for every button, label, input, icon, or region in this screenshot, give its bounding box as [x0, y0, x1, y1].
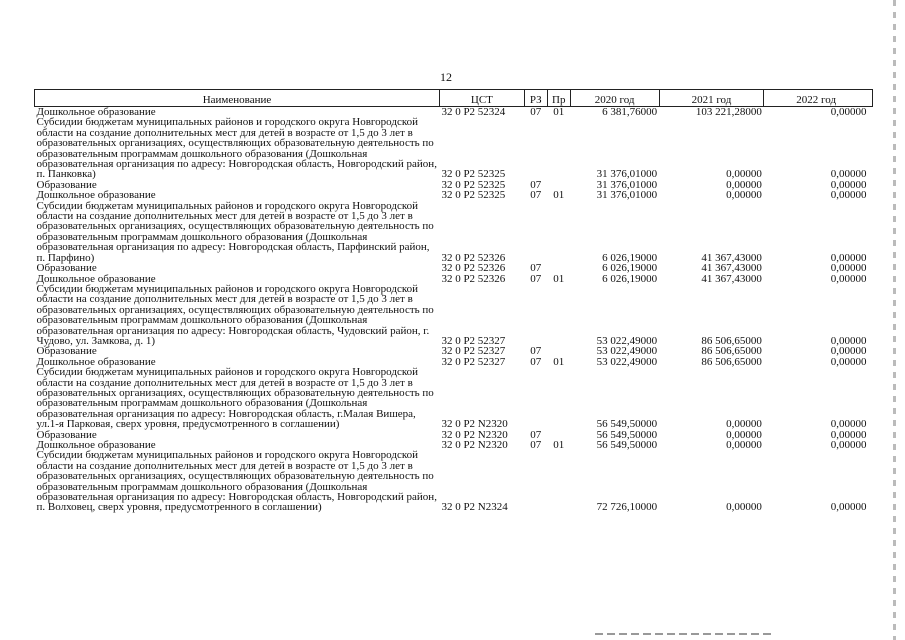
row-2020: 6 381,76000 [602, 106, 658, 118]
row-name [35, 367, 440, 429]
row-2022: 0,00000 [830, 355, 867, 368]
row-name-text: Образование [36, 178, 97, 191]
scan-bottom-artifact [595, 633, 775, 635]
row-2022: 0,00000 [830, 334, 867, 347]
row-rz: 07 [530, 178, 542, 191]
row-2020: 31 376,01000 [596, 178, 658, 191]
header-name: Наименование [35, 90, 440, 107]
row-name-text: Дошкольное образование [36, 439, 156, 451]
row-cst: 32 0 Р2 52324 [441, 106, 506, 118]
table-body [35, 107, 873, 513]
row-cst: 32 0 Р2 52327 [441, 355, 506, 368]
row-2022: 0,00000 [830, 272, 867, 285]
row-2022: 0,00000 [830, 251, 867, 264]
row-2022: 0,00000 [830, 439, 867, 451]
header-2022: 2022 год [764, 90, 873, 107]
header-rz: РЗ [524, 90, 547, 107]
table-row [35, 263, 873, 273]
row-name-text: Дошкольное образование [36, 106, 156, 118]
row-2021: 0,00000 [726, 189, 762, 202]
row-name-text: Субсидии бюджетам муниципальных районов и городского округа Новгородской области на создание дополнительных мест для детей в возрасте от 1,5 до 3 лет в образовательных организациях, осуществляющих образовательную деятельность по образовательным программам дошкольного образования (Дошкольная образовательная организация по адресу: Новгородская область, г.Малая Вишера, ул.1-я Парковая, сверх уровня, предусмотренного в соглашении) [36, 366, 434, 431]
header-2020: 2020 год [570, 90, 659, 107]
row-2021: 0,00000 [726, 428, 762, 441]
row-rz [524, 201, 547, 263]
row-2022: 0,00000 [830, 262, 867, 275]
row-2020: 72 726,10000 [596, 501, 658, 514]
row-2022: 0,00000 [830, 428, 867, 441]
row-2020: 6 026,19000 [602, 251, 658, 264]
row-pr: 01 [553, 106, 565, 118]
row-name [35, 450, 440, 512]
row-name-text: Субсидии бюджетам муниципальных районов и городского округа Новгородской области на создание дополнительных мест для детей в возрасте от 1,5 до 3 лет в образовательных организациях, осуществляющих образовательную деятельность по образовательным программам дошкольного образования (Дошкольная образовательная организация по адресу: Новгородская область, Чудовский район, г. Чудово, ул. Замкова, д. 1) [36, 282, 434, 347]
row-name-text: Субсидии бюджетам муниципальных районов и городского округа Новгородской области на создание дополнительных мест для детей в возрасте от 1,5 до 3 лет в образовательных организациях, осуществляющих образовательную деятельность по образовательным программам дошкольного образования (Дошкольная образовательная организация по адресу: Новгородская область, Новгородский район, п. Волховец, сверх уровня, предусмотренного в соглашении) [36, 449, 437, 514]
row-cst: 32 0 Р2 52327 [441, 334, 506, 347]
row-2021: 41 367,43000 [701, 272, 762, 285]
row-2020: 53 022,49000 [596, 334, 658, 347]
row-pr [547, 117, 570, 179]
row-2020: 56 549,50000 [596, 418, 658, 431]
row-cst: 32 0 Р2 52325 [441, 168, 506, 181]
row-rz: 07 [530, 428, 542, 441]
row-2021: 86 506,65000 [701, 345, 762, 358]
row-pr [547, 367, 570, 429]
row-2021: 103 221,28000 [695, 106, 762, 118]
row-2022: 0,00000 [830, 178, 867, 191]
row-name-text: Субсидии бюджетам муниципальных районов и городского округа Новгородской области на создание дополнительных мест для детей в возрасте от 1,5 до 3 лет в образовательных организациях, осуществляющих образовательную деятельность по образовательным программам дошкольного образования (Дошкольная образовательная организация по адресу: Новгородская область, Парфинский район, п. Парфино) [36, 199, 434, 264]
row-2020: 56 549,50000 [596, 428, 658, 441]
row-2022: 0,00000 [830, 501, 867, 514]
header-pr: Пр [547, 90, 570, 107]
row-name [35, 263, 440, 273]
row-rz: 07 [530, 262, 542, 275]
row-2021: 0,00000 [726, 418, 762, 431]
table-row [35, 450, 873, 512]
row-rz [524, 284, 547, 346]
row-2022: 0,00000 [830, 189, 867, 202]
table-row [35, 367, 873, 429]
row-name-text: Образование [36, 262, 97, 275]
row-rz: 07 [530, 272, 542, 285]
row-rz: 07 [530, 355, 542, 368]
row-name-text: Образование [36, 428, 97, 441]
row-cst: 32 0 Р2 52325 [441, 178, 506, 191]
row-2021: 86 506,65000 [701, 334, 762, 347]
row-pr [547, 284, 570, 346]
row-cst: 32 0 Р2 N2320 [441, 418, 508, 431]
row-2021: 0,00000 [726, 439, 762, 451]
row-2020: 31 376,01000 [596, 189, 658, 202]
row-2022: 0,00000 [830, 168, 867, 181]
row-cst: 32 0 Р2 52325 [441, 189, 506, 202]
table-header-row [35, 90, 873, 107]
row-name [35, 284, 440, 346]
row-2021: 0,00000 [726, 168, 762, 181]
row-pr [547, 263, 570, 273]
row-2021: 0,00000 [726, 178, 762, 191]
scan-edge-artifact [893, 0, 896, 640]
row-2020: 6 026,19000 [602, 262, 658, 275]
row-2021: 41 367,43000 [701, 262, 762, 275]
row-rz: 07 [530, 106, 542, 118]
row-cst: 32 0 Р2 52326 [441, 251, 506, 264]
row-pr: 01 [553, 355, 565, 368]
table-row [35, 117, 873, 179]
row-pr: 01 [553, 272, 565, 285]
row-rz: 07 [530, 345, 542, 358]
row-2020: 31 376,01000 [596, 168, 658, 181]
table-row [35, 284, 873, 346]
row-cst: 32 0 Р2 N2320 [441, 428, 508, 441]
header-cst: ЦСТ [439, 90, 524, 107]
row-rz: 07 [530, 439, 542, 451]
row-name [35, 117, 440, 179]
table-row [35, 201, 873, 263]
page-number: 12 [440, 70, 452, 84]
row-name-text: Дошкольное образование [36, 189, 156, 202]
row-2021: 86 506,65000 [701, 355, 762, 368]
row-2020: 53 022,49000 [596, 355, 658, 368]
row-cst: 32 0 Р2 52326 [441, 262, 506, 275]
row-name-text: Дошкольное образование [36, 355, 156, 368]
budget-table [34, 89, 873, 513]
row-rz: 07 [530, 189, 542, 202]
row-rz [524, 450, 547, 512]
row-rz [524, 117, 547, 179]
row-2020: 56 549,50000 [596, 439, 658, 451]
row-2021: 41 367,43000 [701, 251, 762, 264]
row-2022: 0,00000 [830, 106, 867, 118]
row-name-text: Субсидии бюджетам муниципальных районов и городского округа Новгородской области на создание дополнительных мест для детей в возрасте от 1,5 до 3 лет в образовательных организациях, осуществляющих образовательную деятельность по образовательным программам дошкольного образования (Дошкольная образовательная организация по адресу: Новгородская область, Новгородский район, п. Панковка) [36, 116, 437, 181]
header-2021: 2021 год [659, 90, 764, 107]
row-2022: 0,00000 [830, 418, 867, 431]
row-2021: 0,00000 [726, 501, 762, 514]
row-cst: 32 0 Р2 52327 [441, 345, 506, 358]
row-2020: 53 022,49000 [596, 345, 658, 358]
row-pr [547, 201, 570, 263]
row-pr [547, 450, 570, 512]
row-name-text: Дошкольное образование [36, 272, 156, 285]
row-cst: 32 0 Р2 52326 [441, 272, 506, 285]
row-rz [524, 367, 547, 429]
row-pr: 01 [553, 439, 565, 451]
row-name-text: Образование [36, 345, 97, 358]
row-name [35, 201, 440, 263]
row-2022: 0,00000 [830, 345, 867, 358]
row-pr: 01 [553, 189, 565, 202]
row-cst: 32 0 Р2 N2324 [441, 501, 508, 514]
row-cst: 32 0 Р2 N2320 [441, 439, 508, 451]
row-2020: 6 026,19000 [602, 272, 658, 285]
